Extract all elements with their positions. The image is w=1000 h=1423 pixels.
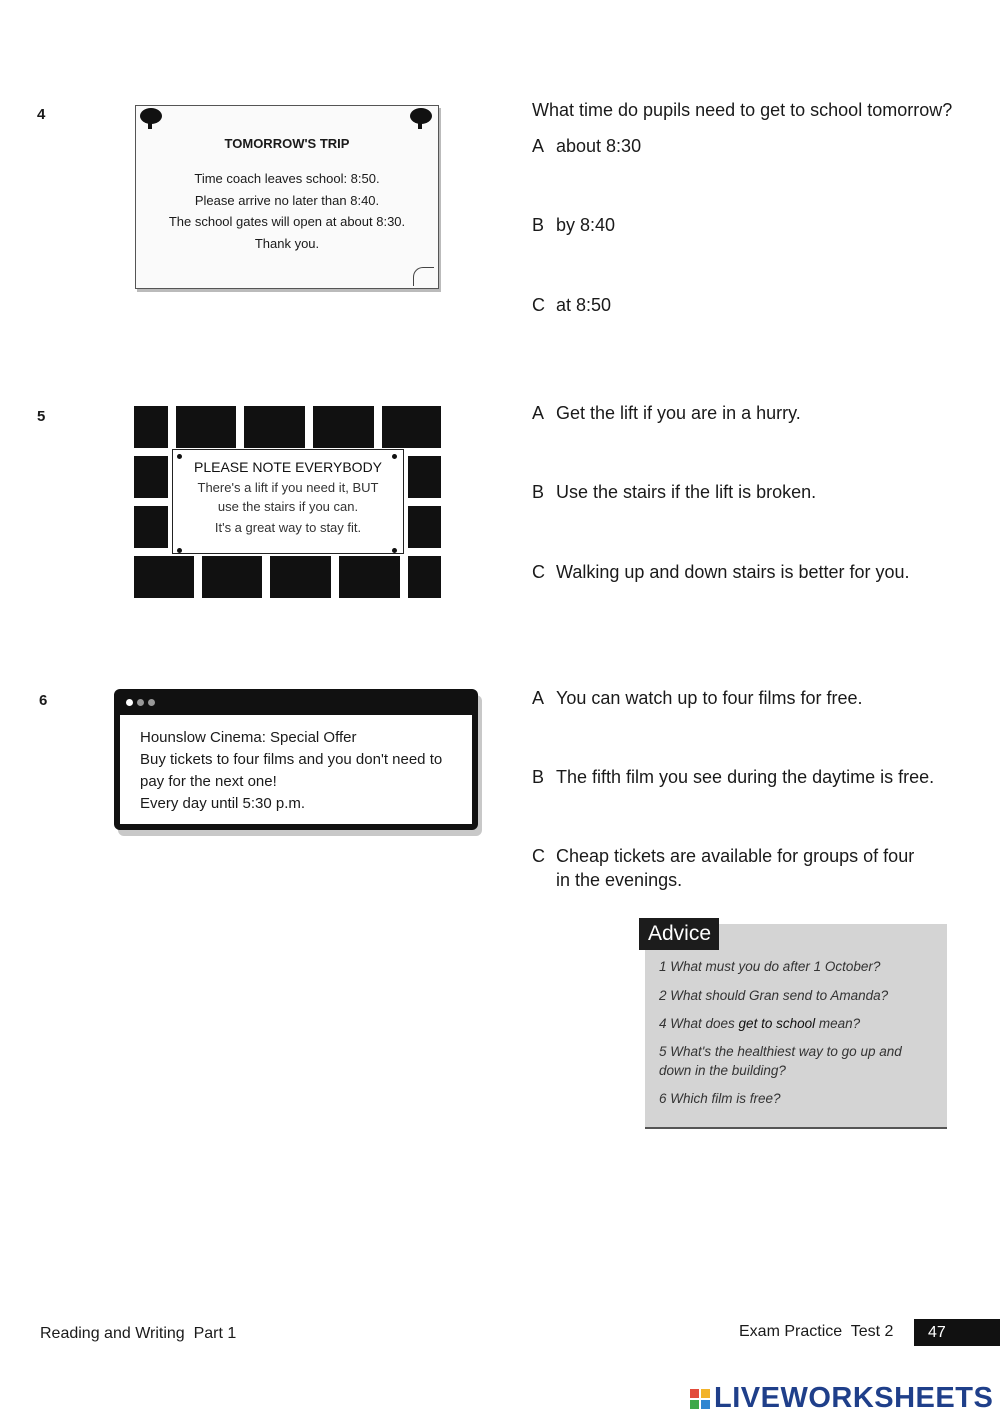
option-text: Cheap tickets are available for groups of four in the evenings. [556, 846, 915, 890]
advice-item: 1 What must you do after 1 October? [659, 959, 881, 974]
option-4b[interactable] [532, 213, 952, 237]
option-4c[interactable] [532, 293, 952, 317]
notice-line: Buy tickets to four films and you don't need to pay for the next one! [140, 751, 443, 790]
brick [408, 556, 441, 598]
brick [408, 456, 441, 498]
advice-item: 4 What does get to school mean? [659, 1016, 861, 1031]
advice-item: 6 Which film is free? [659, 1091, 781, 1106]
brick [176, 406, 236, 448]
pin-icon [177, 454, 182, 459]
window-dots-icon [126, 699, 155, 706]
brick [313, 406, 374, 448]
option-6a[interactable] [532, 686, 952, 710]
advice-heading: Advice [639, 918, 719, 950]
brick [382, 406, 441, 448]
cinema-notice [114, 689, 478, 830]
notice-line: use the stairs if you can. [217, 499, 359, 514]
pin-icon [140, 108, 162, 124]
option-letter: B [532, 482, 545, 502]
notice-body [120, 715, 472, 824]
brick [134, 556, 194, 598]
option-5a[interactable] [532, 401, 952, 425]
notice-line: Thank you. [254, 235, 320, 251]
question-number-4: 4 [37, 106, 46, 123]
brick [339, 556, 400, 598]
option-6c[interactable] [532, 844, 932, 892]
trip-notice [135, 105, 439, 289]
question-number-5: 5 [37, 408, 46, 425]
option-letter: A [532, 136, 545, 156]
notice-line: Hounslow Cinema: Special Offer [140, 729, 357, 746]
liveworksheets-logo [690, 1382, 993, 1415]
notice-title: TOMORROW'S TRIP [224, 136, 350, 151]
option-6b[interactable] [532, 765, 952, 789]
advice-item: 2 What should Gran send to Amanda? [659, 988, 889, 1003]
option-5b[interactable] [532, 480, 952, 504]
notice-line: Every day until 5:30 p.m. [140, 795, 306, 812]
stairs-notice [172, 449, 404, 554]
watermark-text: LIVEWORKSHEETS [714, 1382, 994, 1414]
pin-icon [410, 108, 432, 124]
pin-icon [392, 454, 397, 459]
advice-emphasis: get to school [738, 1016, 816, 1031]
page-number: 47 [914, 1319, 1000, 1346]
advice-box [645, 924, 947, 1129]
notice-line: There's a lift if you need it, BUT [197, 480, 379, 495]
option-text: The fifth film you see during the daytime is free. [556, 767, 935, 787]
option-text: about 8:30 [556, 136, 642, 156]
brick [270, 556, 331, 598]
option-letter: C [532, 846, 545, 866]
option-letter: B [532, 215, 545, 235]
liveworksheets-icon [690, 1389, 710, 1409]
option-letter: C [532, 295, 545, 315]
notice-line: Please arrive no later than 8:40. [194, 192, 380, 208]
brick [134, 506, 168, 548]
notice-line: The school gates will open at about 8:30. [168, 214, 406, 229]
notice-line: Time coach leaves school: 8:50. [194, 171, 380, 186]
option-text: Walking up and down stairs is better for you. [556, 562, 910, 582]
footer-section-label: Reading and Writing Part 1 [40, 1325, 237, 1342]
question-prompt: What time do pupils need to get to school tomorrow? [532, 100, 953, 120]
brick [408, 506, 441, 548]
option-letter: A [532, 403, 545, 423]
option-text: Get the lift if you are in a hurry. [556, 403, 801, 423]
notice-line: It's a great way to stay fit. [214, 520, 362, 535]
option-text: You can watch up to four films for free. [556, 688, 863, 708]
option-5c[interactable] [532, 560, 952, 584]
page-curl-icon [413, 267, 434, 286]
pin-icon [392, 548, 397, 553]
option-text: Use the stairs if the lift is broken. [556, 482, 817, 502]
brick [202, 556, 262, 598]
option-4a[interactable] [532, 134, 952, 158]
option-letter: B [532, 767, 545, 787]
footer-test-label: Exam Practice Test 2 [739, 1323, 894, 1340]
option-letter: C [532, 562, 545, 582]
advice-item: 5 What's the healthiest way to go up and down in the building? [659, 1044, 902, 1078]
notice-body [136, 168, 438, 254]
option-text: at 8:50 [556, 295, 612, 315]
pin-icon [177, 548, 182, 553]
brick [134, 456, 168, 498]
question-number-6: 6 [39, 692, 48, 709]
brick [134, 406, 168, 448]
brick [244, 406, 305, 448]
option-text: by 8:40 [556, 215, 616, 235]
option-letter: A [532, 688, 545, 708]
notice-title: PLEASE NOTE EVERYBODY [193, 459, 383, 475]
